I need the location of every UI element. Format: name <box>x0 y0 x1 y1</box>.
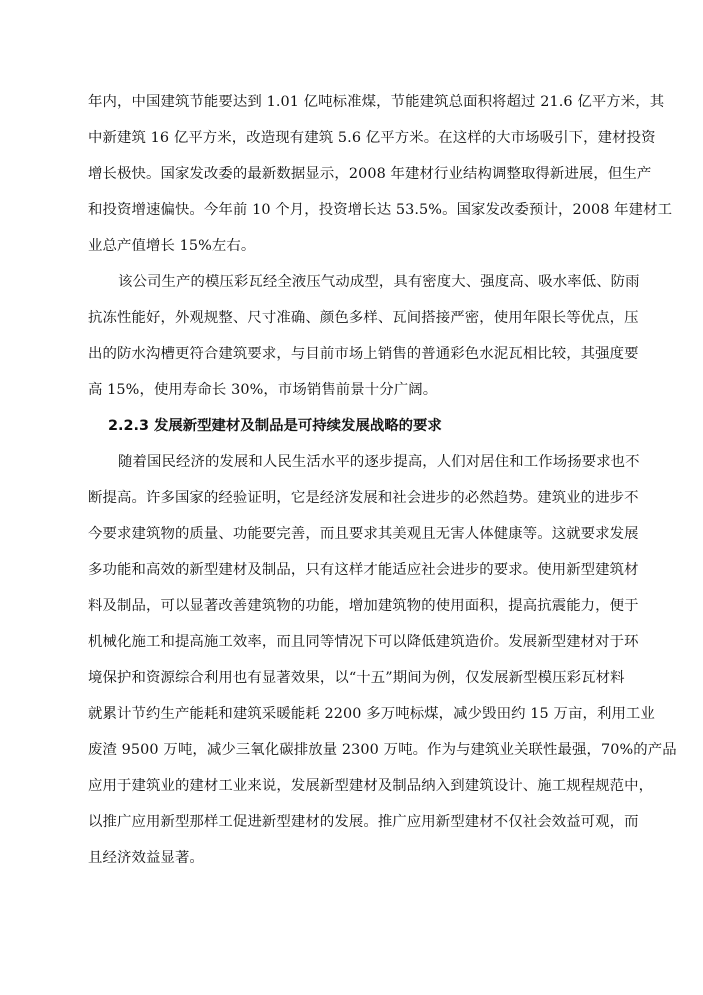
paragraph-3-line: 料及制品，可以显著改善建筑物的功能，增加建筑物的使用面积，提高抗震能力，便于 <box>88 598 639 614</box>
paragraph-1-line: 中新建筑 16 亿平方米，改造现有建筑 5.6 亿平方米。在这样的大市场吸引下，建材投资 <box>88 130 656 146</box>
paragraph-3-line: 应用于建筑业的建材工业来说，发展新型建材及制品纳入到建筑设计、施工规程规范中， <box>88 778 654 794</box>
paragraph-1-line: 和投资增速偏快。今年前 10 个月，投资增长达 53.5%。国家发改委预计，2008 年建材工 <box>88 202 673 218</box>
paragraph-2-line: 该公司生产的模压彩瓦经全液压气动成型，具有密度大、强度高、吸水率低、防雨 <box>118 274 640 290</box>
paragraph-3-line: 断提高。许多国家的经验证明，它是经济发展和社会进步的必然趋势。建筑业的进步不 <box>88 490 639 506</box>
paragraph-3-line: 今要求建筑物的质量、功能要完善，而且要求其美观且无害人体健康等。这就要求发展 <box>88 526 639 542</box>
paragraph-1-line: 增长极快。国家发改委的最新数据显示，2008 年建材行业结构调整取得新进展，但生产 <box>88 166 652 182</box>
section-heading: 2.2.3 发展新型建材及制品是可持续发展战略的要求 <box>108 418 442 434</box>
paragraph-3-line: 多功能和高效的新型建材及制品，只有这样才能适应社会进步的要求。使用新型建筑材 <box>88 562 639 578</box>
paragraph-3-line: 机械化施工和提高施工效率，而且同等情况下可以降低建筑造价。发展新型建材对于环 <box>88 634 639 650</box>
paragraph-2-line: 抗冻性能好，外观规整、尺寸准确、颜色多样、瓦间搭接严密，使用年限长等优点，压 <box>88 310 639 326</box>
paragraph-3-line: 就累计节约生产能耗和建筑采暖能耗 2200 多万吨标煤，减少毁田约 15 万亩，利用工业 <box>88 706 655 722</box>
paragraph-2-line: 高 15%，使用寿命长 30%，市场销售前景十分广阔。 <box>88 382 438 398</box>
paragraph-1-line: 业总产值增长 15%左右。 <box>88 238 256 254</box>
paragraph-3-line: 以推广应用新型那样工促进新型建材的发展。推广应用新型建材不仅社会效益可观，而 <box>88 814 639 830</box>
paragraph-3-line: 且经济效益显著。 <box>88 850 204 866</box>
paragraph-3-line: 境保护和资源综合利用也有显著效果，以“十五”期间为例，仅发展新型模压彩瓦材料 <box>88 670 625 686</box>
paragraph-3-line: 随着国民经济的发展和人民生活水平的逐步提高，人们对居住和工作场扬要求也不 <box>118 454 640 470</box>
paragraph-1-line: 年内，中国建筑节能要达到 1.01 亿吨标准煤，节能建筑总面积将超过 21.6 亿平方米，其 <box>88 94 665 110</box>
paragraph-3-line: 废渣 9500 万吨，减少三氧化碳排放量 2300 万吨。作为与建筑业关联性最强，70%的产品 <box>88 742 677 758</box>
paragraph-2-line: 出的防水沟槽更符合建筑要求，与目前市场上销售的普通彩色水泥瓦相比较，其强度要 <box>88 346 639 362</box>
